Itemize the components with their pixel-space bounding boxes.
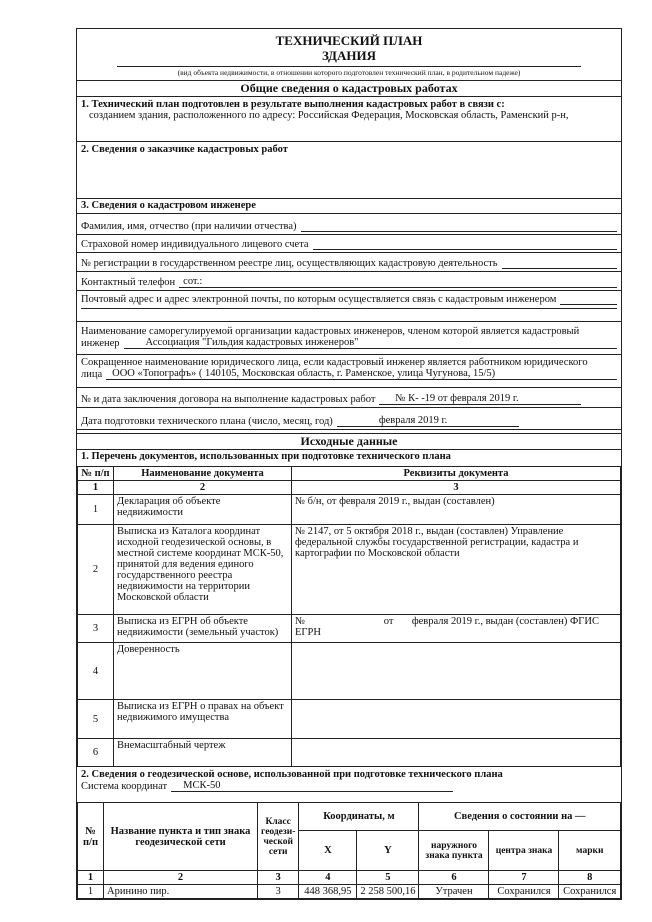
contract-row <box>77 388 621 408</box>
org-row <box>77 355 621 388</box>
docs-col-req: Реквизиты документа <box>292 467 621 481</box>
section-1-text: созданием здания, расположенного по адресу: Российская Федерация, Московская область, Раменский р-н, <box>89 110 569 121</box>
docs-header-row <box>78 467 621 481</box>
docs-index: 2 <box>114 481 292 495</box>
geo-index: 6 <box>419 871 489 885</box>
doc-number: 2 <box>78 525 114 615</box>
reg-label: № регистрации в государственном реестре лиц, осуществляющих кадастровую деятельность <box>81 258 498 269</box>
date-label: Дата подготовки технического плана (число, месяц, год) <box>81 416 333 427</box>
table-row <box>78 643 621 700</box>
snils-row <box>77 235 621 253</box>
sro-row <box>77 322 621 355</box>
reg-row <box>77 253 621 272</box>
fio-value <box>301 220 617 232</box>
doc-object-type: ЗДАНИЯ <box>321 48 376 63</box>
geo-col-state: Сведения о состоянии на — <box>419 803 621 831</box>
general-heading: Общие сведения о кадастровых работах <box>77 80 621 97</box>
geo-marks: Сохранился <box>559 885 621 899</box>
doc-name: Доверенность <box>114 643 292 700</box>
section-3-title: 3. Сведения о кадастровом инженере <box>81 200 256 211</box>
geo-class: 3 <box>258 885 299 899</box>
doc-number: 3 <box>78 615 114 643</box>
doc-subtitle: (вид объекта недвижимости, в отношении которого подготовлен технический план, в родительном падеже) <box>117 66 581 77</box>
geo-index: 5 <box>357 871 419 885</box>
fio-row <box>77 214 621 235</box>
doc-requisites: № б/н, от февраля 2019 г., выдан (составлен) <box>292 495 621 525</box>
post-row <box>77 291 621 322</box>
geo-point-name: Аринино пир. <box>104 885 258 899</box>
docs-index-row <box>78 481 621 495</box>
doc-requisites: № 2147, от 5 октября 2018 г., выдан (составлен) Управление федеральной службы государственной регистрации, кадастра и картографии по Московской области <box>292 525 621 615</box>
doc-requisites: № от февраля 2019 г., выдан (составлен) ФГИС ЕГРН <box>292 615 621 643</box>
section-1-title: 1. Технический план подготовлен в результате выполнения кадастровых работ в связи с: <box>81 99 505 110</box>
date-row <box>77 408 621 430</box>
snils-value <box>313 238 617 250</box>
section-2 <box>77 142 621 199</box>
coord-value: МСК-50 <box>171 780 453 792</box>
docs-index: 3 <box>292 481 621 495</box>
phone-row <box>77 272 621 291</box>
post-label: Почтовый адрес и адрес электронной почты, по которым осуществляется связь с кадастровым инженером <box>81 294 557 305</box>
geo-x: 448 368,95 <box>299 885 357 899</box>
org-value: ООО «Топографъ» ( 140105, Московская область, г. Раменское, улица Чугунова, 15/5) <box>106 368 617 380</box>
doc-name: Декларация об объекте недвижимости <box>114 495 292 525</box>
geo-col-y: Y <box>357 831 419 871</box>
post-value-1 <box>560 293 617 305</box>
geo-index: 1 <box>78 871 104 885</box>
post-value-2 <box>81 308 617 309</box>
documents-table <box>77 466 621 767</box>
docs-title-row <box>77 450 621 466</box>
table-row <box>78 739 621 767</box>
snils-label: Страховой номер индивидуального лицевого счета <box>81 239 309 250</box>
doc-number: 6 <box>78 739 114 767</box>
geo-index: 7 <box>489 871 559 885</box>
section-2-title: 2. Сведения о заказчике кадастровых работ <box>81 144 288 155</box>
docs-col-num: № п/п <box>78 467 114 481</box>
docs-index: 1 <box>78 481 114 495</box>
doc-requisites <box>292 700 621 739</box>
geo-index: 8 <box>559 871 621 885</box>
table-row <box>78 495 621 525</box>
geodetic-table <box>77 802 621 899</box>
geo-outer: Утрачен <box>419 885 489 899</box>
doc-number: 1 <box>78 495 114 525</box>
phone-value: сот.: <box>179 276 617 288</box>
org-label: Сокращенное наименование юридического лица, если кадастровый инженер является работником юридического <box>81 357 588 368</box>
section-1 <box>77 97 621 142</box>
geo-title: 2. Сведения о геодезической основе, использованной при подготовке технического плана <box>81 769 503 780</box>
doc-number: 4 <box>78 643 114 700</box>
docs-title: 1. Перечень документов, использованных при подготовке технического плана <box>81 451 451 462</box>
geo-number: 1 <box>78 885 104 899</box>
geo-col-coords: Координаты, м <box>299 803 419 831</box>
sro-label: Наименование саморегулируемой организации кадастровых инженеров, членом которой является кадастровый <box>81 326 580 337</box>
geo-col-class: Класс геодези-ческой сети <box>258 803 299 871</box>
sro-label-2: инженер <box>81 338 120 349</box>
date-value: февраля 2019 г. <box>337 415 519 427</box>
doc-name: Выписка из ЕГРН об объекте недвижимости (земельный участок) <box>114 615 292 643</box>
source-heading: Исходные данные <box>77 433 621 450</box>
geo-col-center: центра знака <box>489 831 559 871</box>
contract-value: № К- -19 от февраля 2019 г. <box>379 393 581 405</box>
table-row <box>78 615 621 643</box>
geo-col-outer: наружного знака пункта <box>419 831 489 871</box>
fio-label: Фамилия, имя, отчество (при наличии отчества) <box>81 221 297 232</box>
doc-requisites <box>292 739 621 767</box>
coord-label: Система координат <box>81 781 168 792</box>
doc-requisites <box>292 643 621 700</box>
doc-name: Выписка из ЕГРН о правах на объект недвижимого имущества <box>114 700 292 739</box>
docs-col-name: Наименование документа <box>114 467 292 481</box>
geo-index: 3 <box>258 871 299 885</box>
technical-plan-form <box>76 28 622 900</box>
geo-index-row <box>78 871 621 885</box>
doc-title: ТЕХНИЧЕСКИЙ ПЛАН <box>275 33 423 48</box>
geo-header-row <box>78 803 621 831</box>
geo-y: 2 258 500,16 <box>357 885 419 899</box>
geo-index: 4 <box>299 871 357 885</box>
geo-col-name: Название пункта и тип знака геодезической сети <box>104 803 258 871</box>
doc-number: 5 <box>78 700 114 739</box>
geo-section <box>77 767 621 802</box>
geo-col-marks: марки <box>559 831 621 871</box>
org-label-2: лица <box>81 369 103 380</box>
table-row <box>78 885 621 899</box>
geo-col-x: X <box>299 831 357 871</box>
sro-value: Ассоциация "Гильдия кадастровых инженеров" <box>124 337 617 349</box>
geo-col-num: № п/п <box>78 803 104 871</box>
table-row <box>78 525 621 615</box>
geo-center: Сохранился <box>489 885 559 899</box>
reg-value <box>502 257 617 269</box>
section-3-header <box>77 199 621 214</box>
doc-name: Внемасштабный чертеж <box>114 739 292 767</box>
table-row <box>78 700 621 739</box>
phone-label: Контактный телефон <box>81 277 176 288</box>
doc-name: Выписка из Каталога координат исходной геодезической основы, в местной системе координат МСК-50, принятой для ведения единого государственного реестра недвижимости на территории Московской области <box>114 525 292 615</box>
contract-label: № и дата заключения договора на выполнение кадастровых работ <box>81 394 376 405</box>
geo-index: 2 <box>104 871 258 885</box>
